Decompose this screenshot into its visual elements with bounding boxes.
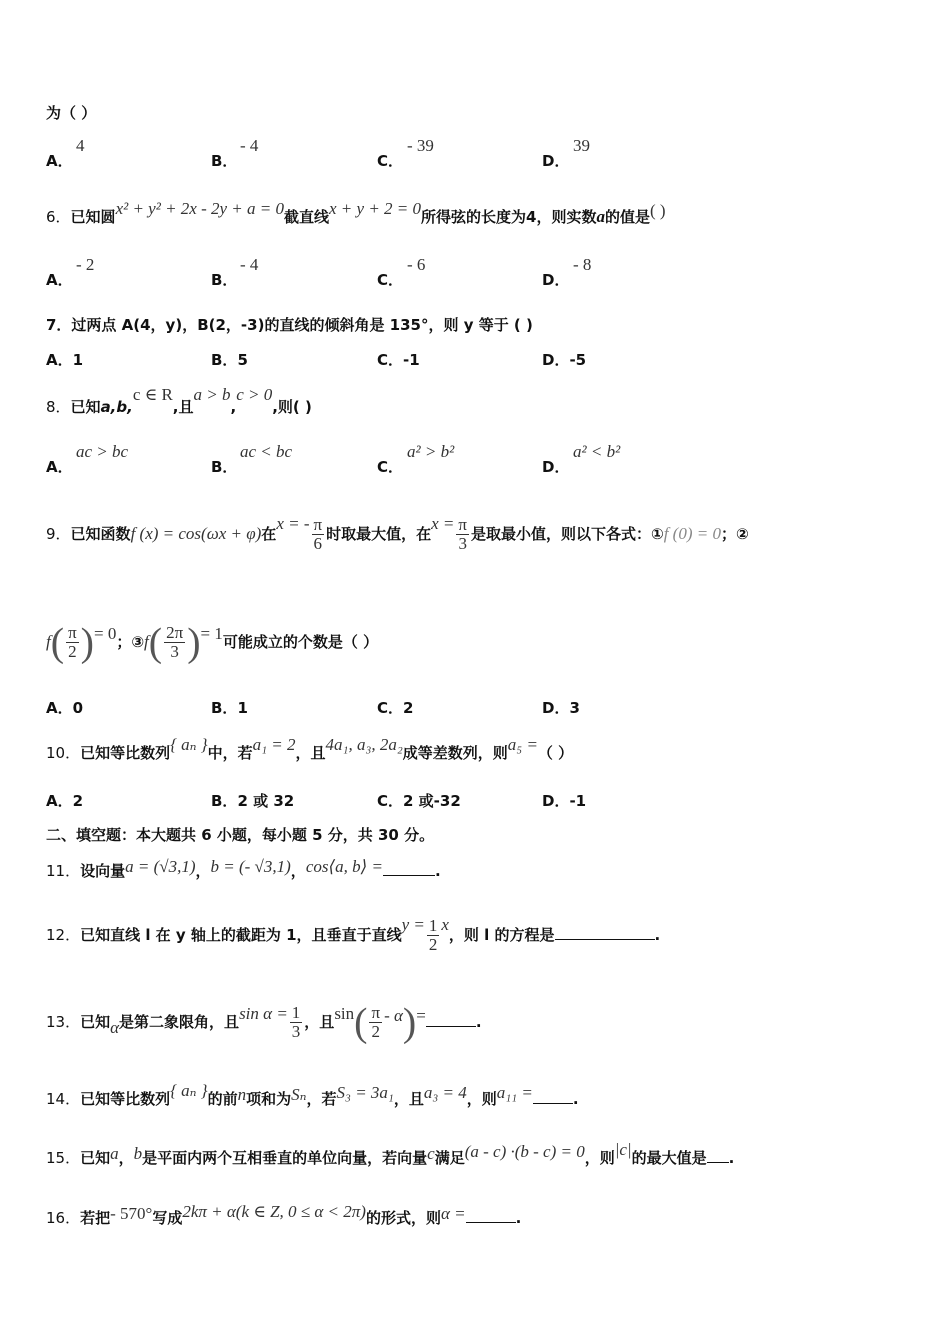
q10-number: 10． (46, 744, 81, 762)
q10-stem (46, 735, 574, 763)
q8-option-c-value: a² > b² (407, 442, 455, 461)
q11-vector-a: a = (√3,1) (125, 857, 196, 876)
q10-text-5: （ ） (537, 744, 574, 762)
q12-y: y = (401, 915, 425, 934)
q7-stem: 7．过两点 A(4，y)，B(2，-3)的直线的倾斜角是 135°，则 y 等于 ( ) (46, 316, 533, 334)
q5-option-c-label: C． (377, 152, 404, 170)
q9-text-7: 可能成立的个数是（ ） (222, 633, 379, 651)
q8-vars: a,b, (100, 398, 133, 416)
q9-x2: x = (431, 514, 455, 533)
q5-option-a-label: A． (46, 152, 73, 170)
q8-text-2: ,且 (172, 398, 194, 416)
q5-option-b-label: B． (211, 152, 238, 170)
q6-answer-paren: ( ) (650, 201, 666, 220)
q7-option-d: D．-5 (542, 351, 587, 369)
q13-sin-2: sin (334, 1004, 355, 1023)
q7-option-b: B．5 (211, 351, 248, 369)
q9-text-3: 时取最大值，在 (326, 525, 432, 543)
q10-terms: 4a₁, a₃, 2a₂ (325, 735, 403, 754)
q9-function: f (x) = cos(ωx + φ) (130, 524, 262, 543)
q9-expr-2-fraction: $\frac{\pi}{2}$ (68, 623, 77, 661)
q13-number: 13． (46, 1013, 81, 1031)
q14-text-4: ，若 (306, 1090, 337, 1108)
q9-expr-2-f: f (46, 632, 51, 651)
q9-option-c: C．2 (377, 699, 414, 717)
q13-fraction-2: $\frac{\pi}{2}$ (371, 1003, 381, 1041)
q14-text-6: ，则 (466, 1090, 497, 1108)
q16-angle: - 570° (110, 1204, 153, 1223)
q10-option-b: B．2 或 32 (211, 792, 295, 810)
q9-expr-3-rhs: = 1 (200, 624, 223, 643)
q6-option-b-label: B． (211, 271, 238, 289)
q9-text-6: ；③ (116, 633, 145, 651)
q9-stem-line-2: f( $\frac{\pi}{2}$ )= 0；③f( $\frac{2\pi}{3}$ )= 1可能成立的个数是（ ） (46, 619, 379, 665)
q15-answer-blank[interactable] (707, 1162, 729, 1163)
q10-text-3: ，且 (295, 744, 326, 762)
q14-text-1: 已知等比数列 (80, 1090, 171, 1108)
q6-option-d-label: D． (542, 271, 570, 289)
q15-condition: (a - c) ·(b - c) = 0 (464, 1142, 585, 1161)
q8-option-b-label: B． (211, 458, 238, 476)
q10-a5: a₅ = (507, 735, 538, 754)
q16-form: 2kπ + α(k ∈ Z, 0 ≤ α < 2π) (182, 1202, 366, 1221)
q11-text-3: ， (290, 862, 306, 880)
q14-text-2: 的前 (207, 1090, 238, 1108)
q14-a11: a₁₁ = (496, 1083, 533, 1102)
q8-option-c-label: C． (377, 458, 404, 476)
q14-text-3: 项和为 (246, 1090, 292, 1108)
q6-option-c-label: C． (377, 271, 404, 289)
q14-stem: 14．已知等比数列{ aₙ }的前n项和为Sₙ，若S₃ = 3a₁，且a₃ = 4，则a₁₁ = . (46, 1081, 579, 1108)
q15-text-6: 的最大值是 (631, 1149, 707, 1167)
q9-x2-fraction: $\frac{\pi}{3}$ (458, 515, 467, 553)
q6-option-c-value: - 6 (407, 255, 426, 274)
q16-alpha: α = (440, 1204, 466, 1223)
q10-option-d: D．-1 (542, 792, 587, 810)
q15-text-2: ， (118, 1149, 134, 1167)
q6-circle-equation: x² + y² + 2x - 2y + a = 0 (115, 199, 284, 218)
q6-option-b-value: - 4 (240, 255, 259, 274)
q9-expr-2-rhs: = 0 (93, 624, 117, 643)
q11-cos: cos⟨a, b⟩ = (305, 857, 383, 876)
q9-text-5: ；② (720, 525, 749, 543)
q15-vector-a: a (110, 1144, 119, 1163)
q12-answer-blank[interactable] (555, 939, 655, 940)
q9-expr-3-f: f (144, 632, 149, 651)
q13-stem: 13．已知α是第二象限角，且sin α = $\frac{1}{3}$ ，且sin( $\frac{\pi}{2}$ - α)= . (46, 999, 482, 1045)
q10-option-c: C．2 或-32 (377, 792, 461, 810)
q9-option-a: A．0 (46, 699, 84, 717)
q8-text-3: , (230, 398, 237, 416)
q6-text-4: 的值是 (604, 208, 650, 226)
q16-stem: 16．若把- 570°写成2kπ + α(k ∈ Z, 0 ≤ α < 2π)的形式，则α = . (46, 1202, 522, 1227)
q14-n: n (237, 1085, 247, 1104)
q9-expr-1: f (0) = 0 (663, 524, 721, 543)
q12-stem: 12．已知直线 l 在 y 轴上的截距为 1，且垂直于直线y = $\frac{1}{2}$ x，则 l 的方程是 . (46, 915, 661, 954)
q14-number: 14． (46, 1090, 81, 1108)
q10-text-1: 已知等比数列 (80, 744, 171, 762)
q14-text-5: ，且 (393, 1090, 424, 1108)
q9-text-1: 已知函数 (70, 525, 131, 543)
q14-a3: a₃ = 4 (423, 1083, 467, 1102)
q11-stem: 11．设向量a = (√3,1)，b = (- √3,1)，cos⟨a, b⟩ = . (46, 857, 441, 880)
q14-s3: S₃ = 3a₁ (336, 1083, 394, 1102)
q8-cond-2: c > 0 (236, 385, 273, 404)
q8-number: 8． (46, 398, 71, 416)
q8-option-d-value: a² < b² (573, 442, 621, 461)
q15-vector-c: c (427, 1144, 435, 1163)
q12-x: x (441, 915, 449, 934)
q8-option-b-value: ac < bc (240, 442, 293, 461)
q12-fraction: $\frac{1}{2}$ (428, 916, 438, 954)
q10-text-2: 中，若 (207, 744, 253, 762)
q8-text-4: ,则( ) (272, 398, 312, 416)
q15-text-3: 是平面内两个互相垂直的单位向量，若向量 (142, 1149, 428, 1167)
q9-option-b: B．1 (211, 699, 248, 717)
q15-text-1: 已知 (80, 1149, 111, 1167)
q13-answer-blank[interactable] (426, 1026, 476, 1027)
q6-option-d-value: - 8 (573, 255, 592, 274)
q5-option-d-value: 39 (573, 136, 590, 155)
q6-stem (46, 199, 666, 227)
q15-text-4: 满足 (434, 1149, 465, 1167)
q16-text-3: 的形式，则 (365, 1209, 441, 1227)
q9-option-d: D．3 (542, 699, 580, 717)
q11-vector-b: b = (- √3,1) (210, 857, 291, 876)
section-2-heading: 二、填空题：本大题共 6 小题，每小题 5 分，共 30 分。 (46, 826, 435, 844)
q6-number: 6． (46, 208, 71, 226)
q14-answer-blank[interactable] (533, 1103, 573, 1104)
q8-option-a-label: A． (46, 458, 73, 476)
q10-a1: a₁ = 2 (252, 735, 296, 754)
q15-stem: 15．已知a，b是平面内两个互相垂直的单位向量，若向量c满足(a - c) ·(b - c) = 0，则|c|的最大值是 . (46, 1140, 735, 1167)
q6-text-3: 所得弦的长度为4，则实数 (421, 208, 597, 226)
q14-sequence: { aₙ } (170, 1081, 208, 1100)
q13-text-3: ，且 (304, 1013, 335, 1031)
q14-sn: Sₙ (291, 1085, 307, 1104)
q8-option-d-label: D． (542, 458, 570, 476)
q16-number: 16． (46, 1209, 81, 1227)
q11-number: 11． (46, 862, 81, 880)
q6-text-1: 已知圆 (70, 208, 116, 226)
q8-cond-1: a > b (193, 385, 231, 404)
q5-stem-tail: 为（ ） (46, 104, 97, 122)
q6-line-equation: x + y + 2 = 0 (329, 199, 422, 218)
q9-expr-3-fraction: $\frac{2\pi}{3}$ (166, 623, 184, 661)
q9-number: 9． (46, 525, 71, 543)
q13-text-2: 是第二象限角，且 (119, 1013, 240, 1031)
q10-option-a: A．2 (46, 792, 84, 810)
q6-option-a-value: - 2 (76, 255, 95, 274)
q16-text-2: 写成 (152, 1209, 183, 1227)
q11-answer-blank[interactable] (383, 875, 435, 876)
q15-vector-b: b (133, 1144, 143, 1163)
q8-option-a-value: ac > bc (76, 442, 129, 461)
q12-text-1: 已知直线 l 在 y 轴上的截距为 1，且垂直于直线 (80, 926, 402, 944)
q15-abs-c: |c| (614, 1140, 632, 1159)
q15-number: 15． (46, 1149, 81, 1167)
q13-fraction: $\frac{1}{3}$ (291, 1003, 301, 1041)
q13-equals: = (416, 1006, 426, 1025)
q13-alpha: α (110, 1018, 120, 1037)
q5-option-d-label: D． (542, 152, 570, 170)
q15-text-5: ，则 (584, 1149, 615, 1167)
q6-variable: a (596, 207, 605, 226)
q8-set: c ∈ R (132, 385, 173, 404)
q10-sequence: { aₙ } (170, 735, 208, 754)
q6-text-2: 截直线 (284, 208, 330, 226)
q16-answer-blank[interactable] (466, 1222, 516, 1223)
q13-minus-alpha: - α (384, 1006, 403, 1025)
q12-number: 12． (46, 926, 81, 944)
q9-x1-fraction: $\frac{\pi}{6}$ (313, 515, 323, 553)
q5-option-a-value: 4 (76, 136, 85, 155)
q7-option-c: C．-1 (377, 351, 420, 369)
q11-text-1: 设向量 (80, 862, 126, 880)
q16-text-1: 若把 (80, 1209, 111, 1227)
q9-text-2: 在 (261, 525, 277, 543)
q9-text-4: 是取最小值，则以下各式：① (470, 525, 664, 543)
q13-text-1: 已知 (80, 1013, 111, 1031)
q9-x1: x = - (276, 514, 310, 533)
q12-text-2: ，则 l 的方程是 (448, 926, 555, 944)
q8-text-1: 已知 (70, 398, 101, 416)
q9-stem-line-1 (46, 505, 749, 563)
q11-text-2: ， (195, 862, 211, 880)
q7-option-a: A．1 (46, 351, 84, 369)
q5-option-c-value: - 39 (407, 136, 434, 155)
q5-option-b-value: - 4 (240, 136, 259, 155)
q8-stem (46, 385, 312, 417)
q6-option-a-label: A． (46, 271, 73, 289)
q10-text-4: 成等差数列，则 (402, 744, 508, 762)
q13-sin: sin α = (239, 1004, 288, 1023)
